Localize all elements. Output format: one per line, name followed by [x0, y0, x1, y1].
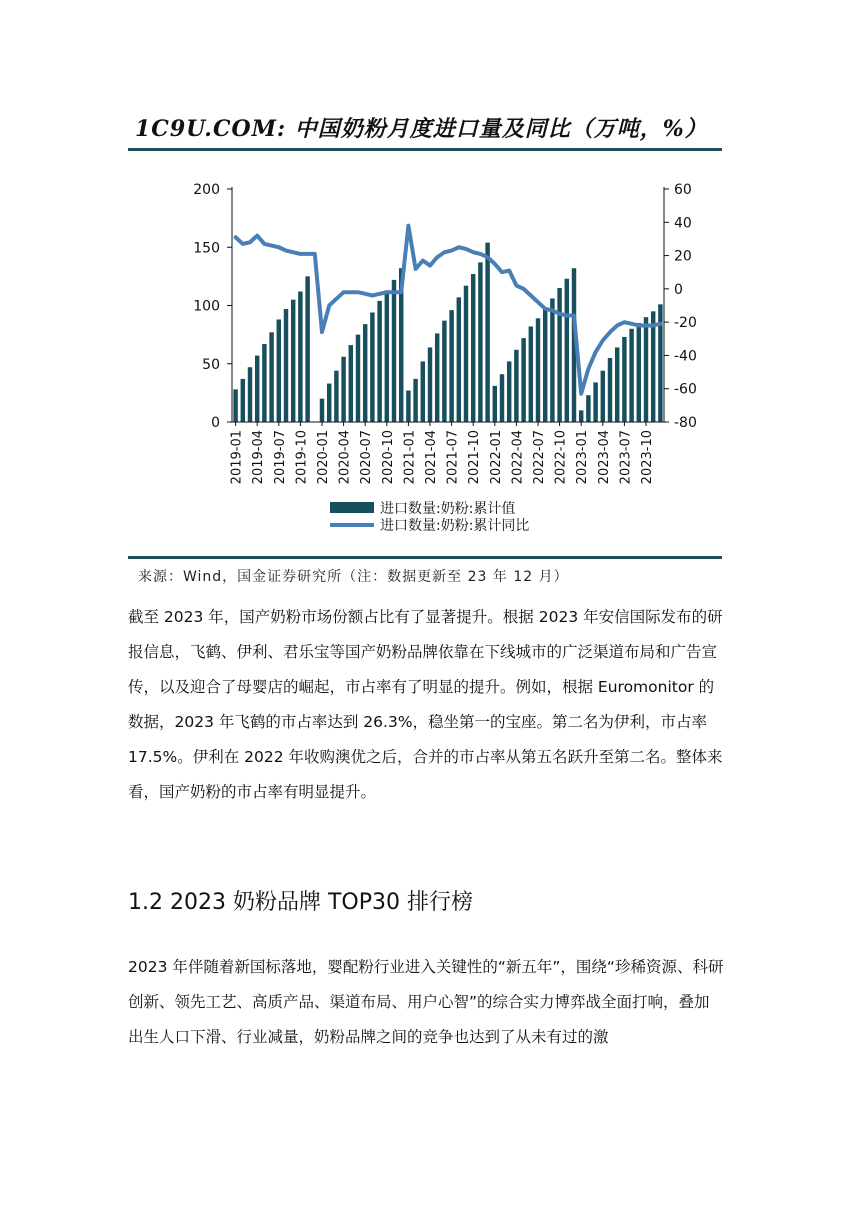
bar [377, 301, 381, 422]
x-tick-label: 2023-04 [596, 430, 612, 485]
bar [629, 329, 633, 422]
bar [298, 292, 302, 422]
right-tick-label: 0 [674, 281, 683, 298]
left-tick-label: 200 [193, 182, 220, 198]
bar [370, 312, 374, 422]
bar [291, 300, 295, 422]
x-tick-label: 2023-10 [640, 430, 655, 485]
left-tick-label: 150 [193, 240, 220, 257]
bar [334, 371, 338, 422]
right-tick-label: -40 [674, 348, 697, 365]
body-paragraph-2: 2023 年伴随着新国标落地，婴配粉行业进入关键性的“新五年”，围绕“珍稀资源、科研创新、领先工艺、高质产品、渠道布局、用户心智”的综合实力博弈战全面打响，叠加出生人口下滑、行业减量，奶粉品牌之间的竞争也达到了从未有过的激 [128, 958, 724, 1046]
body-paragraph-1: 截至 2023 年，国产奶粉市场份额占比有了显著提升。根据 2023 年安信国际发布的研报信息，飞鹤、伊利、君乐宝等国产奶粉品牌依靠在下线城市的广泛渠道布局和广告宣传，以及迎合了母婴店的崛起，市占率有了明显的提升。例如，根据 Euromonitor 的数据，2023 年飞鹤的市占率达到 26.3%，稳坐第一的宝座。第二名为伊利，市占率 17.5%。伊利在 2022 年收购澳优之后，合并的市占率从第五名跃升至第二名。整体来看，国产奶粉的市占率有明显提升。 [128, 608, 723, 801]
bar [557, 288, 561, 422]
right-tick-label: 40 [674, 215, 692, 232]
bar [248, 367, 252, 422]
bar [529, 326, 533, 422]
bar [356, 335, 360, 422]
x-tick-label: 2020-04 [337, 430, 353, 485]
bar [327, 384, 331, 422]
left-tick-label: 50 [202, 356, 220, 373]
x-tick-label: 2019-04 [251, 430, 267, 485]
bar [593, 382, 597, 422]
bar [241, 379, 245, 422]
bar [269, 332, 273, 422]
x-tick-label: 2020-07 [359, 430, 375, 485]
source-note: 来源：Wind，国金证券研究所（注：数据更新至 23 年 12 月） [138, 569, 569, 585]
bar [392, 280, 396, 422]
chart-title: 1C9U.COM: 中国奶粉月度进口量及同比（万吨，%） [135, 116, 708, 142]
bar [644, 317, 648, 422]
bar [406, 391, 410, 422]
bar [277, 319, 281, 422]
right-tick-label: -60 [674, 381, 697, 398]
bar [493, 386, 497, 422]
bar [428, 347, 432, 422]
x-tick-label: 2021-10 [467, 430, 483, 485]
left-tick-label: 100 [193, 298, 220, 315]
x-tick-label: 2021-07 [445, 430, 461, 485]
bar [608, 358, 612, 422]
bar [651, 311, 655, 422]
bar [262, 344, 266, 422]
left-tick-label: 0 [211, 415, 220, 431]
bar [622, 337, 626, 422]
x-tick-label: 2023-01 [575, 430, 591, 485]
bar [478, 262, 482, 422]
right-tick-label: -20 [674, 315, 697, 332]
bar [349, 345, 353, 422]
bar [435, 333, 439, 422]
x-tick-label: 2022-01 [488, 430, 504, 485]
bar [514, 350, 518, 422]
bar [565, 279, 569, 422]
bar [320, 399, 324, 422]
bar [449, 310, 453, 422]
x-tick-label: 2019-07 [272, 430, 288, 485]
x-tick-label: 2020-10 [380, 430, 396, 485]
x-tick-label: 2019-10 [294, 430, 310, 485]
bar [341, 357, 345, 422]
bar [485, 243, 489, 422]
legend-label-bar: 进口数量:奶粉:累计值 [380, 501, 516, 517]
legend-swatch-bar [330, 502, 374, 513]
title-rule [128, 148, 722, 151]
x-tick-labels [230, 422, 655, 484]
bar [471, 274, 475, 422]
bar [543, 308, 547, 422]
x-tick-label: 2019-01 [229, 430, 245, 485]
right-tick-label: 20 [674, 248, 692, 265]
x-tick-label: 2021-01 [402, 430, 418, 485]
bar-series [233, 243, 662, 422]
bar [305, 276, 309, 422]
import-chart [128, 160, 722, 556]
bar [464, 286, 468, 422]
bar [442, 321, 446, 422]
bar [536, 318, 540, 422]
x-tick-label: 2022-04 [510, 430, 526, 485]
bar [586, 395, 590, 422]
bar [579, 410, 583, 422]
bar [457, 297, 461, 422]
section-heading: 1.2 2023 奶粉品牌 TOP30 排行榜 [128, 890, 473, 915]
x-tick-label: 2021-04 [424, 430, 439, 485]
bar [500, 374, 504, 422]
right-tick-label: 60 [674, 182, 692, 198]
x-tick-label: 2020-01 [316, 430, 331, 485]
bar [550, 299, 554, 422]
bar [421, 361, 425, 422]
legend-label-line: 进口数量:奶粉:累计同比 [380, 518, 530, 534]
bar [284, 309, 288, 422]
bar [363, 324, 367, 422]
bar [385, 290, 389, 422]
x-tick-label: 2022-10 [553, 430, 569, 485]
bar [413, 379, 417, 422]
right-tick-label: -80 [674, 415, 697, 431]
bar [255, 356, 259, 422]
x-tick-label: 2023-07 [618, 430, 634, 485]
bar [507, 361, 511, 422]
bar [615, 347, 619, 422]
bar [637, 323, 641, 422]
bar [601, 371, 605, 422]
x-tick-label: 2022-07 [532, 430, 547, 485]
chart-legend [330, 500, 529, 534]
bar [233, 389, 237, 422]
bar [521, 338, 525, 422]
source-rule [128, 556, 722, 559]
